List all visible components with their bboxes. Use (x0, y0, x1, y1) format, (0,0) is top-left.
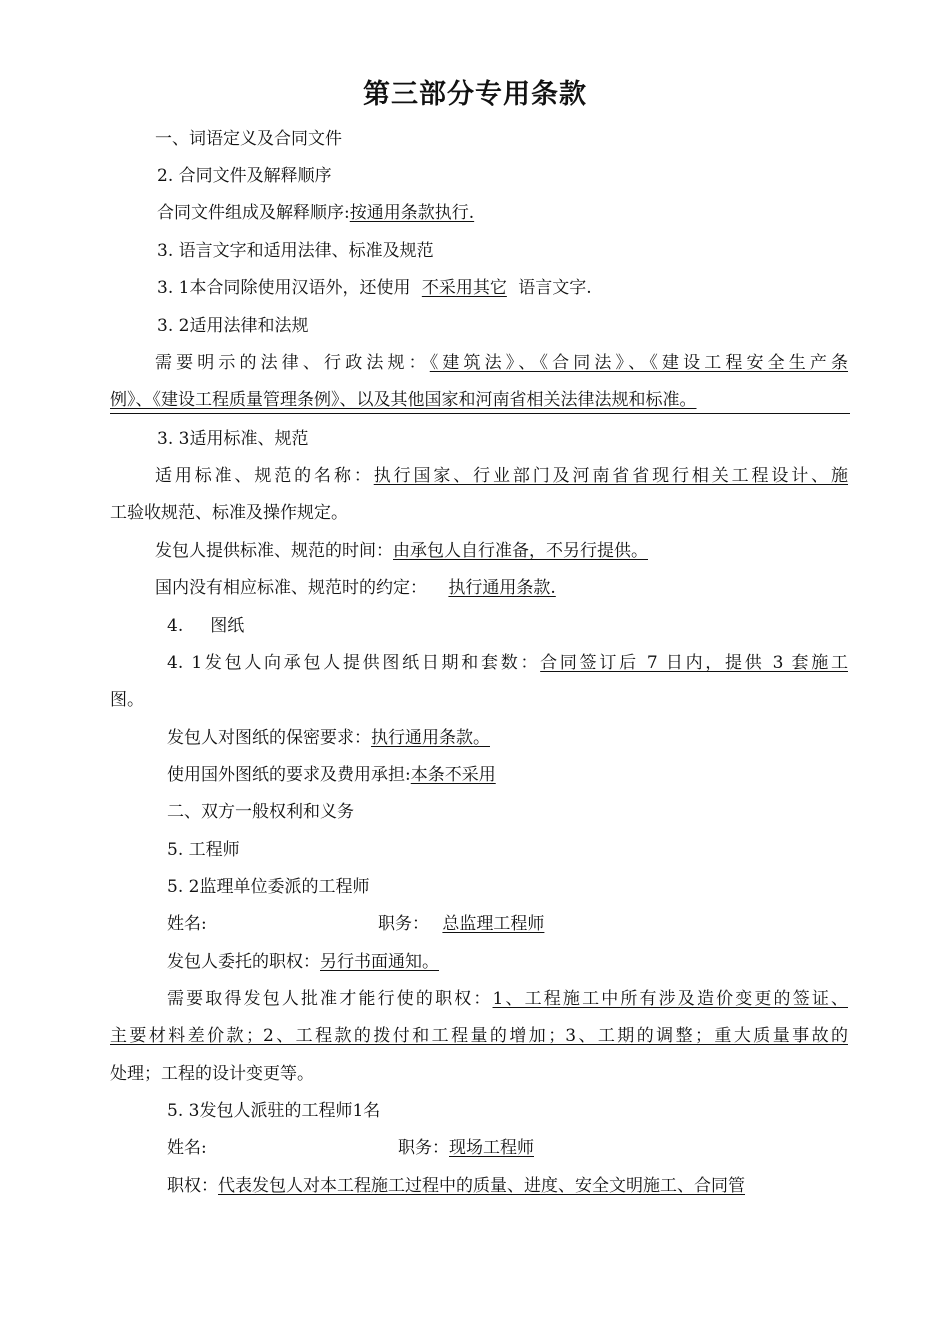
clause-3-2-value-1: 《建筑法》、《合同法》、《建设工程安全生产条 (429, 353, 849, 373)
clause-5-2-approve-line-2 (110, 1025, 848, 1047)
clause-3-1-prefix: 3. 1本合同除使用汉语外，还使用 (157, 278, 411, 298)
clause-3-1-suffix: 语言文字. (518, 278, 592, 298)
clause-3-3-none-value: 执行通用条款. (448, 578, 556, 598)
clause-5-3-post-line (398, 1137, 534, 1159)
clause-3-1-line (157, 277, 592, 299)
clause-4-1-line-2: 图。 (110, 690, 144, 710)
clause-5-2-name-label: 姓名: (167, 914, 207, 934)
clause-5-3-auth-value: 代表发包人对本工程施工过程中的质量、进度、安全文明施工、合同管 (218, 1176, 745, 1196)
clause-5-2-approve-value-2: 主要材料差价款；2、工程款的拨付和工程量的增加；3、工期的调整；重大质量事故的 (110, 1026, 848, 1046)
clause-5-3-auth-label: 职权： (167, 1176, 218, 1196)
clause-2-heading: 2. 合同文件及解释顺序 (157, 166, 332, 186)
clause-5-2-auth-value: 另行书面通知。 (320, 952, 439, 972)
clause-2-order-value: 按通用条款执行. (349, 203, 475, 223)
clause-4-secret-line (167, 727, 490, 749)
clause-3-2-value-2: 例》、《建设工程质量管理条例》、以及其他国家和河南省相关法律法规和标准。 (110, 390, 697, 410)
clause-5-2-approve-label: 需要取得发包人批准才能行使的职权： (167, 989, 493, 1009)
clause-5-3-post-label: 职务： (398, 1138, 449, 1158)
clause-3-3-none-line (155, 577, 556, 599)
clause-5-2-auth-line (167, 951, 439, 973)
clause-5-2-post-line (378, 913, 544, 935)
clause-3-3-time-value: 由承包人自行准备，不另行提供。 (393, 541, 648, 561)
clause-4-secret-value: 执行通用条款。 (371, 728, 490, 748)
section-2-heading: 二、双方一般权利和义务 (167, 802, 354, 822)
clause-4-foreign-value: 本条不采用 (410, 765, 496, 785)
clause-4-1-value-1: 合同签订后 7 日内，提供 3 套施工 (540, 653, 848, 673)
clause-4-secret-label: 发包人对图纸的保密要求： (167, 728, 371, 748)
clause-4-foreign-line (167, 764, 496, 786)
clause-5-heading: 5. 工程师 (167, 840, 240, 860)
clause-3-2-line-1 (155, 352, 848, 374)
clause-5-3-name-label: 姓名: (167, 1138, 207, 1158)
clause-3-2-label: 需要明示的法律、行政法规： (155, 353, 430, 373)
clause-5-2-auth-label: 发包人委托的职权： (167, 952, 320, 972)
clause-5-3-post-value: 现场工程师 (449, 1138, 534, 1158)
clause-3-3-name-value-1: 执行国家、行业部门及河南省省现行相关工程设计、施 (373, 466, 849, 486)
clause-4-1-line-1 (167, 652, 848, 674)
clause-5-2-post-value: 总监理工程师 (442, 914, 545, 934)
page-title: 第三部分专用条款 (363, 79, 587, 110)
clause-3-3-name-line-1 (155, 465, 848, 487)
clause-4-1-label: 4. 1发包人向承包人提供图纸日期和套数： (167, 653, 541, 673)
clause-4-heading: 4. 图纸 (167, 616, 245, 636)
clause-5-2-heading: 5. 2监理单位委派的工程师 (167, 877, 370, 897)
clause-3-3-heading: 3. 3适用标准、规范 (157, 429, 309, 449)
clause-3-3-time-line (155, 540, 648, 562)
clause-3-3-time-label: 发包人提供标准、规范的时间： (155, 541, 393, 561)
clause-2-order-line (157, 202, 474, 224)
clause-3-3-none-label: 国内没有相应标准、规范时的约定： (155, 578, 427, 598)
clause-5-2-post-label: 职务： (378, 914, 429, 934)
clause-3-2-line-2 (110, 389, 697, 411)
clause-5-2-approve-line-1 (167, 988, 848, 1010)
clause-3-2-heading: 3. 2适用法律和法规 (157, 316, 309, 336)
clause-5-2-approve-value-1: 1、工程施工中所有涉及造价变更的签证、 (492, 989, 848, 1009)
clause-4-foreign-label: 使用国外图纸的要求及费用承担: (167, 765, 411, 785)
clause-3-3-name-line-2: 工验收规范、标准及操作规定。 (110, 503, 348, 523)
clause-3-heading: 3. 语言文字和适用法律、标准及规范 (157, 241, 434, 261)
clause-2-order-label: 合同文件组成及解释顺序: (157, 203, 350, 223)
clause-5-3-heading: 5. 3发包人派驻的工程师1名 (167, 1101, 381, 1121)
clause-3-1-value: 不采用其它 (421, 278, 507, 298)
section-1-heading: 一、词语定义及合同文件 (155, 129, 342, 149)
clause-5-2-approve-line-3: 处理；工程的设计变更等。 (110, 1064, 314, 1084)
divider-line (110, 413, 850, 414)
clause-5-3-auth-line (167, 1175, 745, 1197)
clause-3-3-name-label: 适用标准、规范的名称： (155, 466, 374, 486)
